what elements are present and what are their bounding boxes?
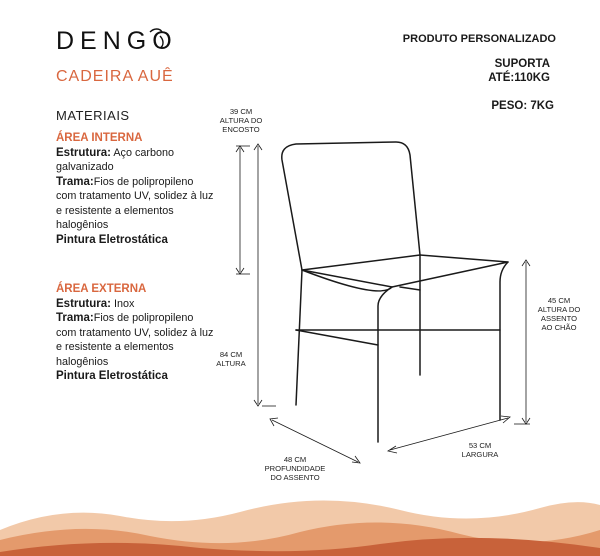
- custom-product-label: PRODUTO PERSONALIZADO: [402, 33, 556, 45]
- materials-title: MATERIAIS: [56, 108, 130, 123]
- internal-weave-label: Trama:: [56, 175, 94, 188]
- weight-label: PESO: 7KG: [491, 100, 554, 112]
- external-structure-label: Estrutura:: [56, 297, 111, 310]
- dim-seat-height: 45 CM ALTURA DO ASSENTO AO CHÃO: [537, 296, 581, 332]
- external-paint: Pintura Eletrostática: [56, 370, 168, 382]
- dunes-decoration: [0, 500, 600, 556]
- internal-area-heading: ÁREA INTERNA: [56, 132, 143, 144]
- internal-weave-value: Fios de polipropileno com tratamento UV, solidez à luz e resistente a elementos halogênios: [56, 175, 214, 231]
- internal-structure-value: Aço carbono galvanizado: [56, 146, 174, 173]
- supports-label: SUPORTA: [494, 58, 550, 70]
- dimension-lines: [236, 144, 530, 463]
- chair-outline: [282, 142, 508, 442]
- internal-paint: Pintura Eletrostática: [56, 233, 168, 246]
- brand-logo: DENGO: [56, 27, 178, 55]
- external-structure-value: Inox: [110, 297, 135, 310]
- dim-depth: 48 CM PROFUNDIDADE DO ASSENTO: [264, 455, 326, 482]
- supports-value: ATÉ:110KG: [488, 72, 550, 84]
- internal-structure-label: Estrutura:: [56, 146, 111, 159]
- external-weave-label: Trama:: [56, 312, 94, 324]
- dim-backrest: 39 CM ALTURA DO ENCOSTO: [219, 107, 263, 134]
- external-weave-value: Fios de polipropileno com tratamento UV, solidez à luz e resistente a elementos halogênios: [56, 312, 214, 368]
- dim-height: 84 CM ALTURA: [216, 350, 246, 368]
- product-title: CADEIRA AUÊ: [56, 68, 174, 85]
- dim-width: 53 CM LARGURA: [461, 441, 499, 459]
- external-area-heading: ÁREA EXTERNA: [56, 283, 147, 295]
